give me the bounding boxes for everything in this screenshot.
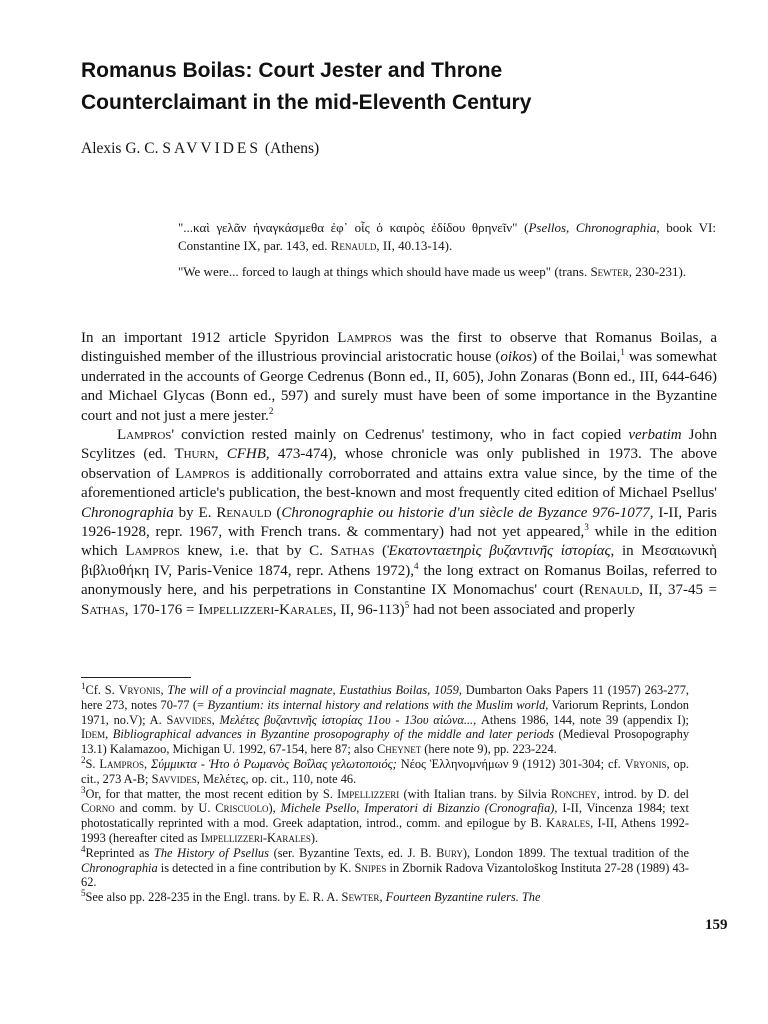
body-text bbox=[81, 329, 717, 620]
page-number: 159 bbox=[705, 917, 728, 933]
epigraph-greek bbox=[178, 219, 716, 255]
footnote-number: 5 bbox=[81, 888, 86, 899]
footnote-number: 2 bbox=[81, 754, 86, 765]
title-line-1: Romanus Boilas: Court Jester and Throne bbox=[81, 59, 503, 82]
footnote-number: 4 bbox=[81, 843, 86, 854]
epigraph bbox=[178, 219, 716, 289]
cite-part: , 230-231). bbox=[628, 264, 687, 279]
footnote-ref[interactable]: 5 bbox=[404, 599, 410, 610]
article-title bbox=[81, 55, 721, 119]
footnote-ref[interactable]: 1 bbox=[620, 347, 625, 358]
author-affiliation: (Athens) bbox=[264, 140, 320, 157]
footnote-5: $^5$See also pp. 228-235 in the Engl. trans. by E. R. A. Sewter, Fourteen Byzantine rulers. The bbox=[81, 888, 541, 905]
footnote-1: $^1$Cf. S. Vryonis, The will of a provincial magnate, Eustathius Boilas, 1059, Dumbarton Oaks Papers 11 (1957) 263-277, here 273, notes 70-77 (= Byzantium: its internal history and relations with the Muslim world, Variorum Reprints, London 1971, no.V); A. Savvides, Μελέτες βυζαντινῆς ἱστορίας 11ου - 13ου αἰώνα..., Athens 1986, 144, note 39 (appendix I); Idem, Bibliographical advances in Byzantine prosopography of the middle and later periods (Medieval Prosopography 13.1) Kalamazoo, Michigan U. 1992, 67-154, here 87; also Cheynet (here note 9), pp. 223-224. bbox=[81, 680, 690, 757]
author-line bbox=[81, 140, 319, 158]
cite-work: Psellos, Chronographia, bbox=[528, 220, 660, 235]
cite-part: book VI: Constantine IX, par. 143, ed. bbox=[178, 220, 716, 253]
title-line-2: Counterclaimant in the mid-Eleventh Century bbox=[81, 91, 532, 114]
paragraph-2: Lampros' conviction rested mainly on Cedrenus' testimony, who in fact copied verbatim John Scylitzes (ed. Thurn, CFHB, 473-474), whose chronicle was only published in 1973. The above observation of Lampros is additionally corroborrated and attains extra value since, by the time of the aforementioned article's publication, the best-known and most frequently cited edition of Michael Psellus' Chronographia by E. Renauld (Chronographie ou historie d'un siècle de Byzance 976-1077, I-II, Paris 1926-1928, repr. 1967, with French trans. & commentary) had not yet appeared,$^3$ while in the edition which Lampros knew, i.e. that by C. Sathas (Ἑκατονταετηρὶς βυζαντινῆς ἱστορίας, in Μεσαιωνικὴ βιβλιοθήκη IV, Paris-Venice 1874, repr. Athens 1972),$^4$ the long extract on Romanus Boilas, referred to anonymously here, and his perpetrations in Constantine IX Monomachus' court (Renauld, II, 37-45 = Sathas, 170-176 = Impellizzeri-Karales, II, 96-113)$^5$ had not been associated and properly bbox=[81, 427, 718, 618]
epigraph-english bbox=[178, 263, 716, 281]
footnote-ref[interactable]: 4 bbox=[413, 560, 419, 571]
cite-part: , II, 40.13-14). bbox=[376, 238, 453, 253]
footnote-number: 1 bbox=[81, 680, 86, 691]
english-quote: "We were... forced to laugh at things which should have made us weep" (trans. bbox=[178, 264, 591, 279]
cite-part: ( bbox=[524, 220, 529, 235]
footnote-number: 3 bbox=[81, 784, 86, 795]
footnote-4: $^4$Reprinted as The History of Psellus (ser. Byzantine Texts, ed. J. B. Bury), London 1899. The textual tradition of the Chronographia is detected in a fine contribution by K. Snipes in Zbornik Radova Vizantološkog Instituta 27-28 (1989) 43-62. bbox=[81, 843, 689, 890]
author-name: Alexis G. C. bbox=[81, 140, 159, 157]
cite-name: Renauld bbox=[330, 238, 377, 253]
author-surname: SAVVIDES bbox=[162, 140, 262, 157]
greek-quote: "...καὶ γελᾶν ἠναγκάσμεθα ἐφ᾽ οἷς ὁ καιρὸς ἐδίδου θρηνεῖν" bbox=[178, 220, 518, 235]
footnote-2: $^2$S. Lampros, Σύμμικτα - Ἡτο ὁ Ρωμανὸς Βοΐλας γελωτοποιός; Νέος Ἑλληνομνήμων 9 (1912) 301-304; cf. Vryonis, op. cit., 273 A-B; Savvides, Μελέτες, op. cit., 110, note 46. bbox=[81, 754, 690, 786]
footnote-ref[interactable]: 2 bbox=[268, 405, 274, 416]
footnote-rule bbox=[81, 677, 191, 678]
footnotes bbox=[81, 680, 690, 905]
footnote-3: $^3$Or, for that matter, the most recent edition by S. Impellizzeri (with Italian trans. by Silvia Ronchey, introd. by D. del Corno and comm. by U. Criscuolo), Michele Psello, Imperatori di Bizanzio (Cronografia), I-II, Vincenza 1984; text photostatically reprinted with a mod. Greek adaptation, introd., comm. and epilogue by B. Karales, I-II, Athens 1992-1993 (hereafter cited as Impellizzeri-Karales). bbox=[81, 784, 689, 845]
footnote-ref[interactable]: 3 bbox=[584, 522, 589, 533]
cite-name: Sewter bbox=[590, 264, 629, 279]
paragraph-1: In an important 1912 article Spyridon Lampros was the first to observe that Romanus Boilas, a distinguished member of the illustrious provincial aristocratic house (oikos) of the Boilai,$^1$ was somewhat underrated in the accounts of George Cedrenus (Bonn ed., II, 605), John Zonaras (Bonn ed., III, 644-646) and Michael Glycas (Bonn ed., 597) and surely must have been of some importance in the Byzantine court and not just a mere jester.$^2$ bbox=[81, 330, 717, 424]
